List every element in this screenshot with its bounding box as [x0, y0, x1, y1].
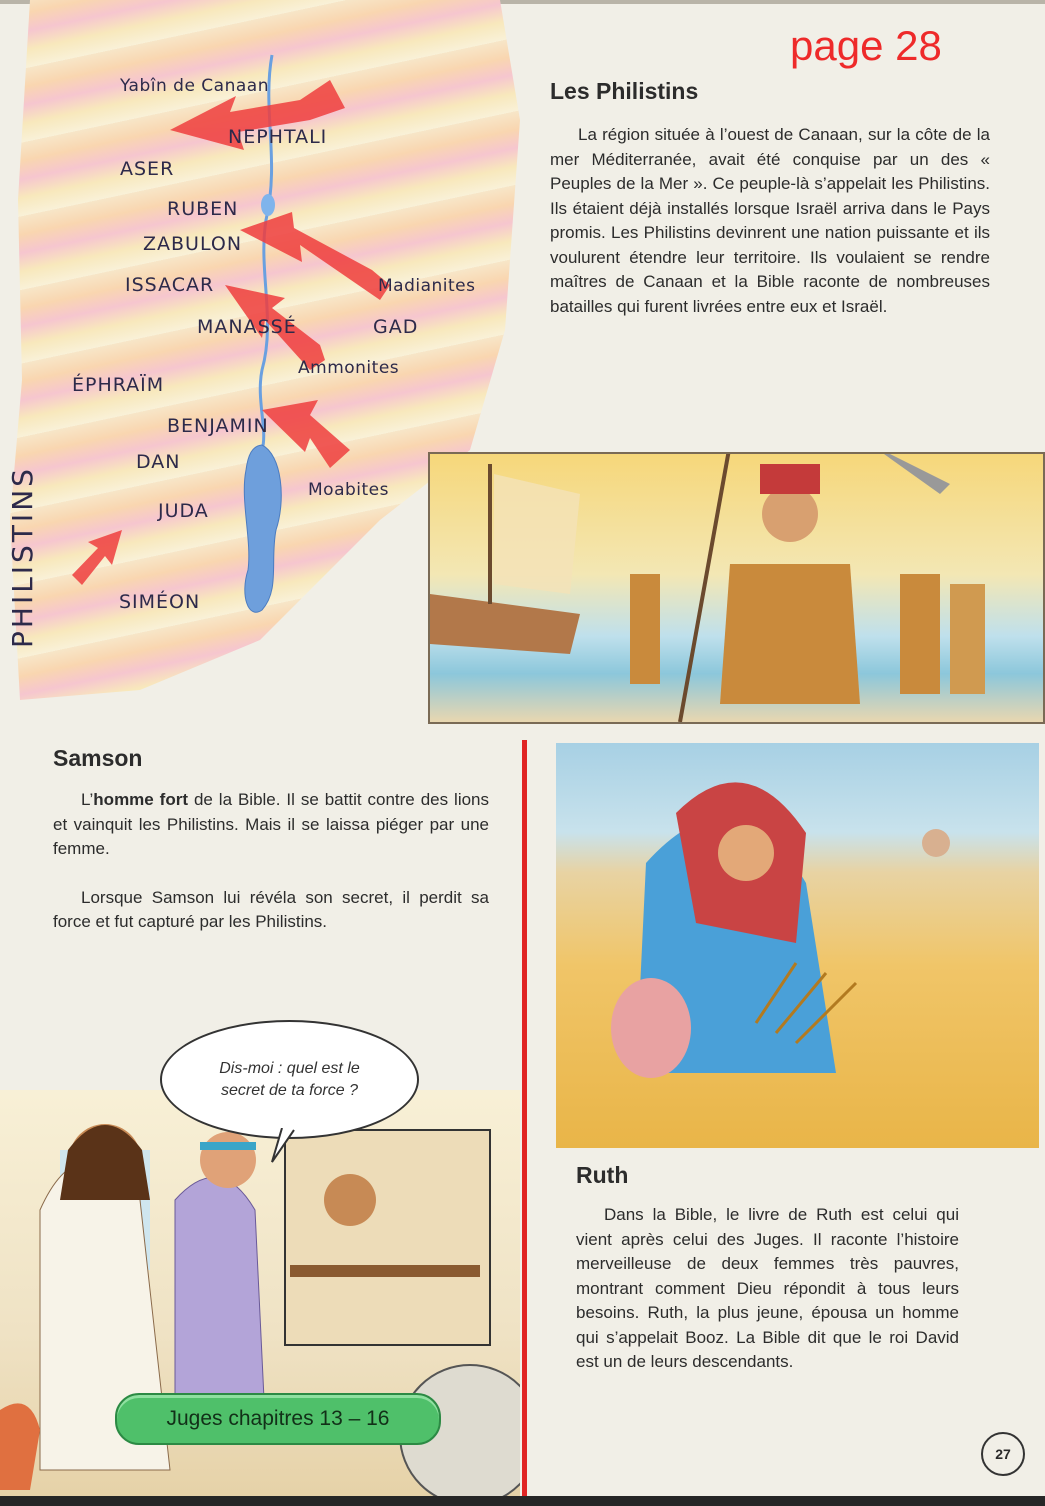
warrior-body — [720, 564, 860, 704]
philistins-text-block — [550, 123, 990, 319]
philistine-warriors-drawing — [430, 454, 1043, 722]
ruth-gleaning-illustration — [556, 743, 1039, 1148]
philistins-paragraph: La région située à l’ouest de Canaan, sur la côte de la mer Méditerranée, avait été conquise par un des « Peuples de la Mer ». Ce peuple-là s’appelait les Philistins. Ils étaient déjà installés lorsque Israël arriva dans le Pays promis. Les Philistins devinrent une nation puissante et ils voulurent étendre leur territoire. Ils voulaient se rendre maîtres de Canaan et la Bible raconte de nombreuses batailles qui furent livrées entre eux et Israël. — [550, 125, 990, 316]
background-warrior-2 — [950, 584, 985, 694]
samson-paragraph-2: Lorsque Samson lui révéla son secret, il perdit sa force et fut capturé par les Philistins. — [53, 887, 489, 931]
map-label-yabin: Yabîn de Canaan — [120, 76, 269, 96]
map-label-zabulon: ZABULON — [143, 233, 243, 255]
ruth-gleaning-drawing — [556, 743, 1039, 1148]
map-label-simeon: SIMÉON — [119, 591, 201, 613]
map-label-nephtali: NEPHTALI — [228, 126, 328, 148]
map-label-gad: GAD — [373, 316, 419, 338]
dead-sea — [244, 445, 281, 612]
background-warrior-3 — [630, 574, 660, 684]
philistins-title: Les Philistins — [550, 78, 699, 104]
grain-bag — [611, 978, 691, 1078]
pot-decoration — [0, 1403, 40, 1490]
map-label-aser: ASER — [120, 158, 175, 180]
speech-bubble-tail — [262, 1128, 302, 1168]
scripture-reference-badge: Juges chapitres 13 – 16 — [115, 1393, 441, 1445]
ruth-face — [718, 825, 774, 881]
ruth-title: Ruth — [576, 1162, 629, 1188]
map-label-ammonites: Ammonites — [298, 358, 400, 378]
speech-bubble — [160, 1020, 419, 1139]
delilah-headband — [200, 1142, 256, 1150]
page-number: 27 — [981, 1432, 1025, 1476]
sea-of-galilee — [261, 194, 275, 216]
map-label-philistins: PHILISTINS — [6, 466, 39, 648]
samson-p1-prefix: L’ — [81, 790, 94, 809]
ruth-paragraph: Dans la Bible, le livre de Ruth est celui qui vient après celui des Juges. Il raconte l’histoire merveilleuse de deux femmes très pauvres, montrant comment Dieu répondit à tous leurs besoins. Ruth, la plus jeune, épousa un homme qui s’appelait Booz. La Bible dit que le roi David est un de leurs descendants. — [576, 1205, 959, 1371]
warrior-head — [762, 486, 818, 542]
map-label-benjamin: BENJAMIN — [167, 415, 269, 437]
map-label-juda: JUDA — [158, 500, 209, 522]
warrior-headdress — [760, 464, 820, 494]
column-divider — [522, 740, 527, 1502]
ruth-text-block — [576, 1203, 959, 1375]
map-label-ruben: RUBEN — [167, 198, 239, 220]
delilah-head — [200, 1132, 256, 1188]
arrow-philistins — [72, 530, 122, 585]
background-warrior-1 — [900, 574, 940, 694]
ship-sail — [494, 474, 580, 594]
millstone-panel — [285, 1130, 490, 1345]
mill-beam — [290, 1265, 480, 1277]
page-bottom-edge — [0, 1496, 1045, 1506]
warrior-dagger — [870, 454, 950, 494]
samson-title: Samson — [53, 745, 143, 771]
delilah-figure — [175, 1177, 265, 1420]
map-label-manasse: MANASSÉ — [197, 316, 297, 338]
samson-p1-bold: homme fort — [93, 790, 189, 809]
arrow-moabites — [262, 400, 350, 468]
samson-p1-rest: de la Bible. Il se battit contre des lions et vainquit les Philistins. Mais il se laissa piéger par une femme. — [53, 790, 490, 858]
philistine-warriors-illustration — [428, 452, 1045, 724]
samson-paragraph-1 — [53, 788, 489, 862]
map-label-madianites: Madianites — [378, 276, 476, 296]
samson-text-block — [53, 788, 489, 935]
samson-at-millstone — [324, 1174, 376, 1226]
page-label: page 28 — [790, 22, 942, 69]
map-label-ephraim: ÉPHRAÏM — [72, 374, 165, 396]
map-label-issacar: ISSACAR — [125, 274, 215, 296]
speech-bubble-text: Dis-moi : quel est le secret de ta force ? — [219, 1059, 360, 1099]
background-reaper — [922, 829, 950, 857]
samson-hair — [60, 1125, 150, 1200]
ship-hull — [430, 594, 580, 654]
map-label-moabites: Moabites — [308, 480, 389, 500]
map-label-dan: DAN — [136, 451, 181, 473]
